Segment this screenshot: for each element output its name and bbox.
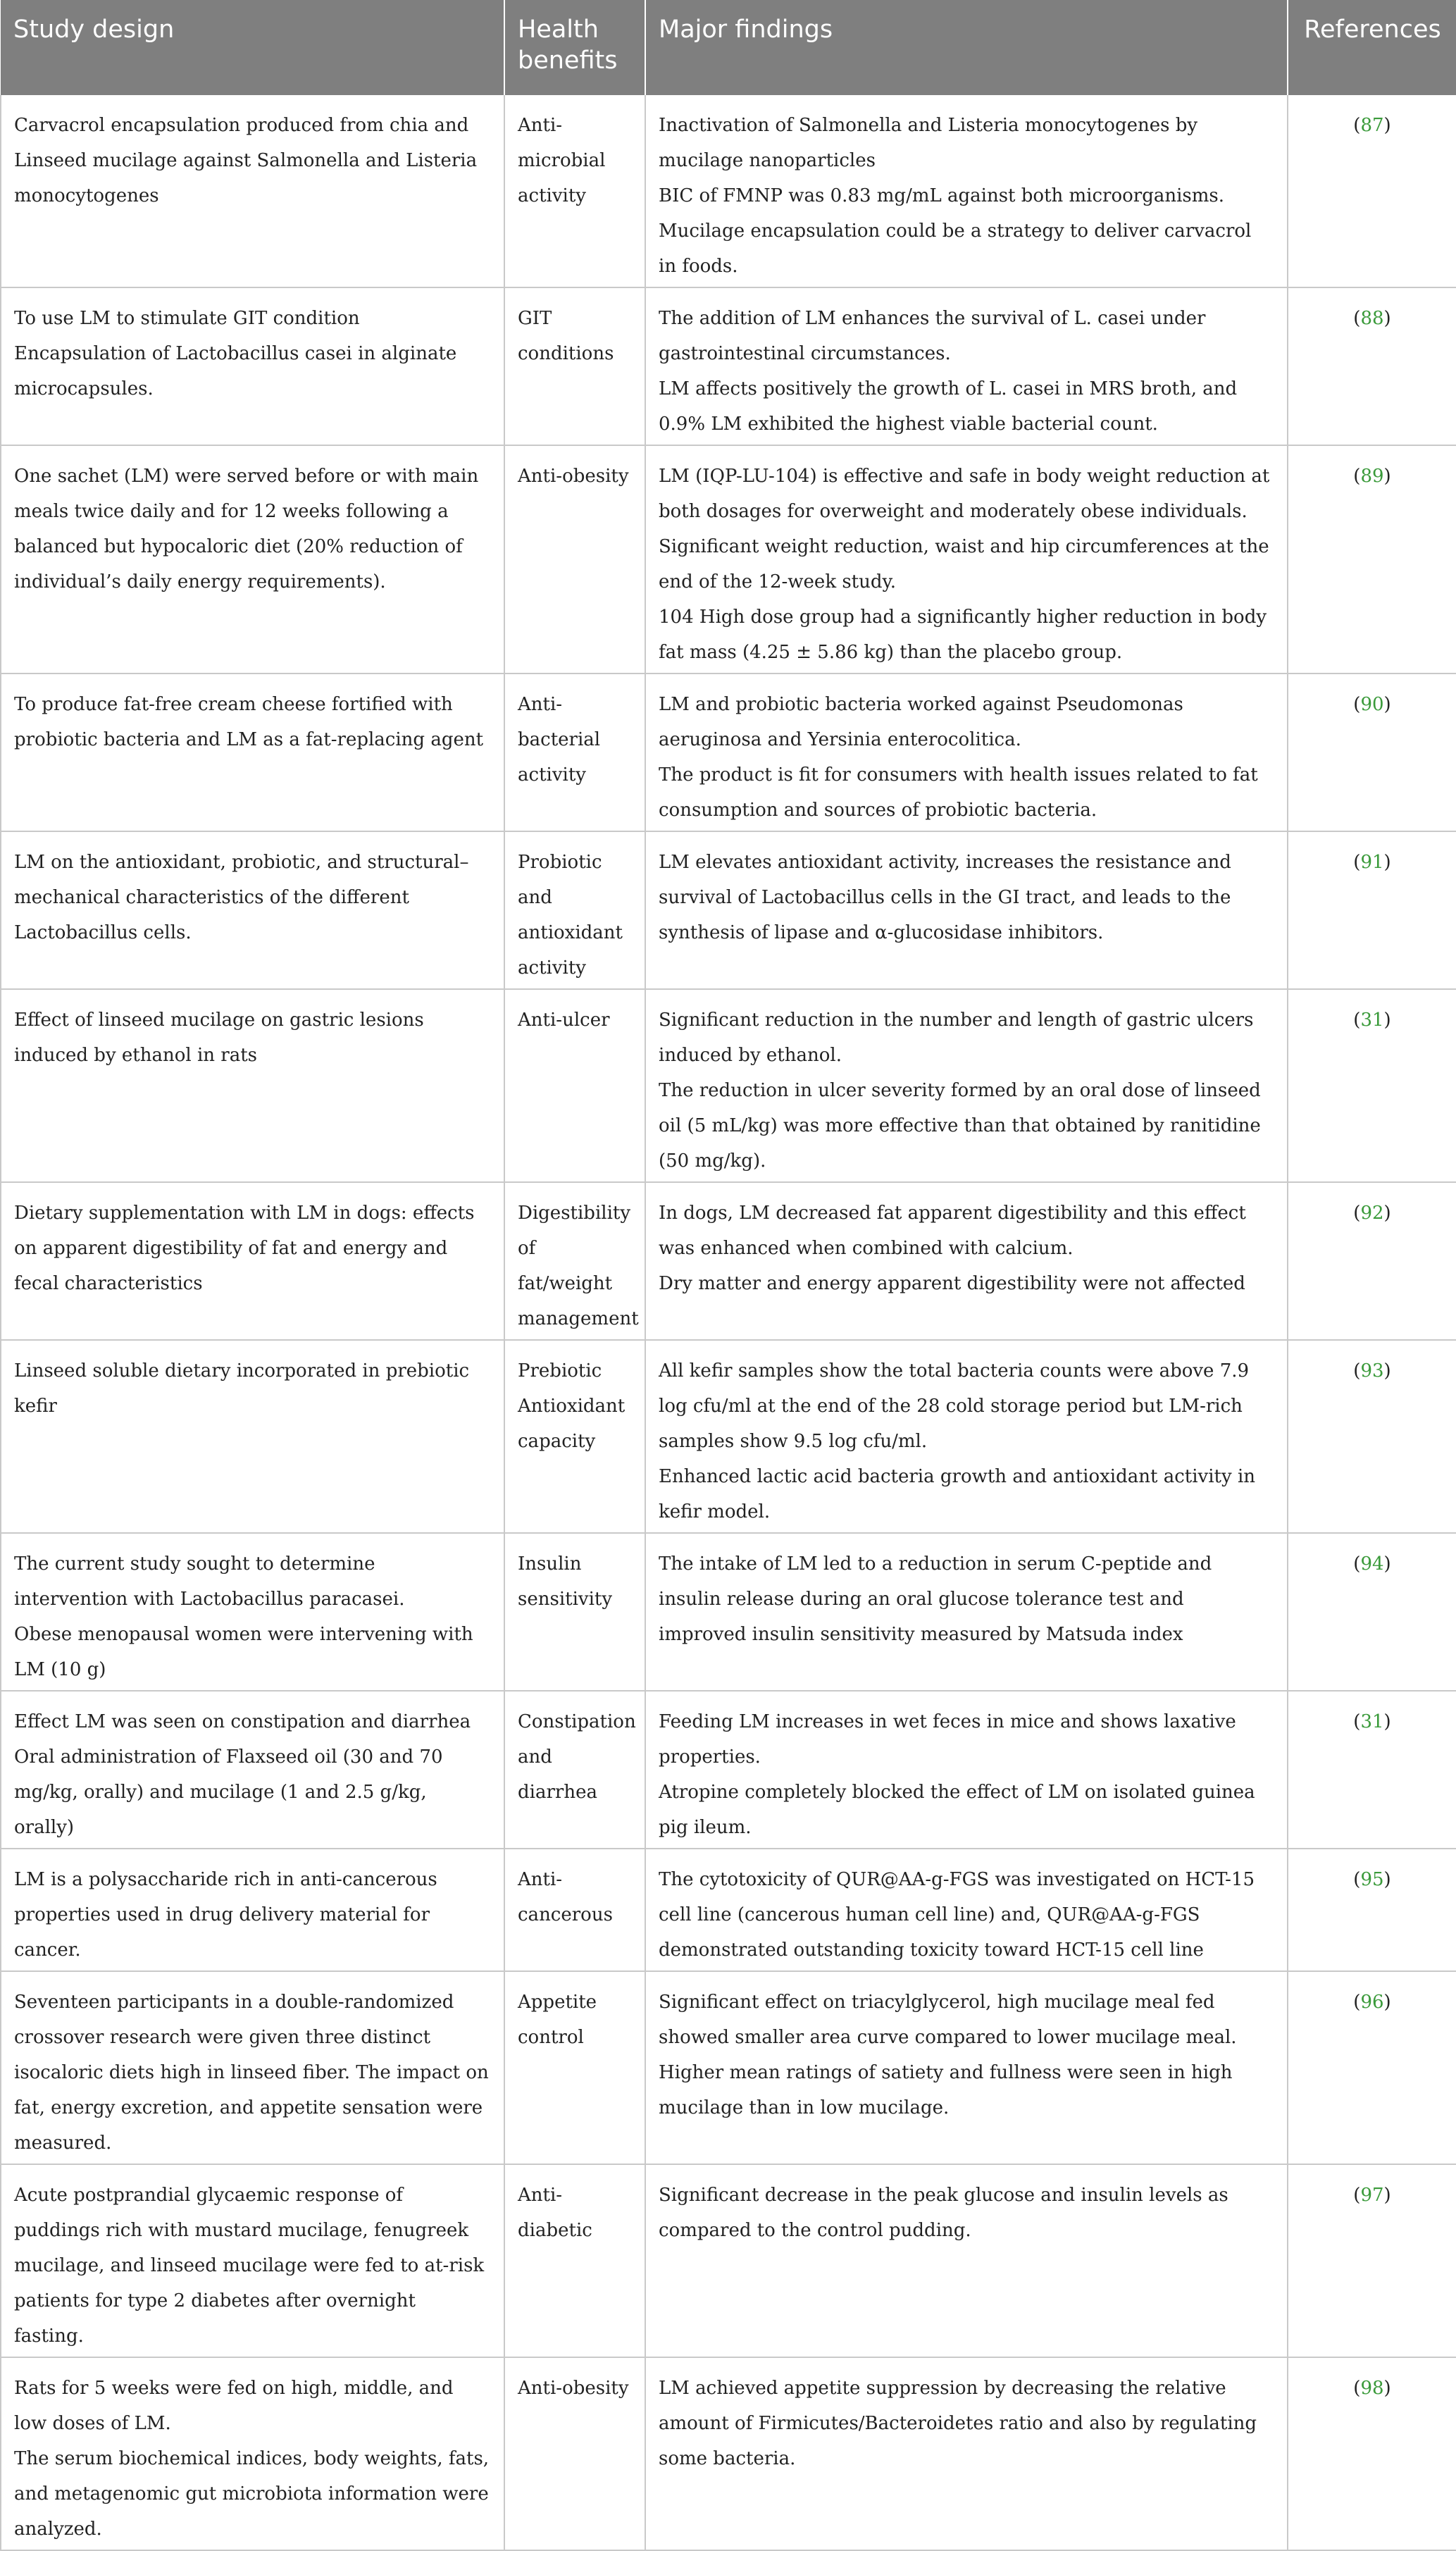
table-row: [1, 2357, 1456, 2550]
reference-link[interactable]: 92: [1360, 1203, 1384, 1224]
reference-cell: (91): [1288, 831, 1456, 989]
health-benefit-cell: Anti-ulcer: [504, 989, 645, 1182]
findings-cell: LM (IQP-LU-104) is effective and safe in body weight reduction at both dosages for overweight and moderately obese individuals. Significant weight reduction, waist and hip circumferences at the end of the 12-week study. 104 High dose group had a significantly higher reduction in body fat mass (4.25 ± 5.86 kg) than the placebo group.: [645, 445, 1288, 674]
header-references: References: [1288, 0, 1456, 95]
study-design-cell: Carvacrol encapsulation produced from chia and Linseed mucilage against Salmonella and Listeria monocytogenes: [1, 95, 504, 287]
reference-link[interactable]: 93: [1360, 1360, 1384, 1382]
header-study-design: Study design: [1, 0, 504, 95]
study-design-cell: Seventeen participants in a double-randomized crossover research were given three distinct isocaloric diets high in linseed fiber. The impact on fat, energy excretion, and appetite sensation were measured.: [1, 1971, 504, 2164]
findings-cell: Feeding LM increases in wet feces in mice and shows laxative properties. Atropine completely blocked the effect of LM on isolated guinea pig ileum.: [645, 1691, 1288, 1849]
header-row: [1, 0, 1456, 95]
reference-link[interactable]: 87: [1360, 115, 1384, 136]
table-row: [1, 989, 1456, 1182]
findings-cell: In dogs, LM decreased fat apparent digestibility and this effect was enhanced when combined with calcium. Dry matter and energy apparent digestibility were not affected: [645, 1182, 1288, 1340]
study-design-cell: Dietary supplementation with LM in dogs: effects on apparent digestibility of fat and energy and fecal characteristics: [1, 1182, 504, 1340]
findings-cell: Significant effect on triacylglycerol, high mucilage meal fed showed smaller area curve compared to lower mucilage meal. Higher mean ratings of satiety and fullness were seen in high mucilage than in low mucilage.: [645, 1971, 1288, 2164]
reference-cell: (92): [1288, 1182, 1456, 1340]
findings-cell: Inactivation of Salmonella and Listeria monocytogenes by mucilage nanoparticles BIC of FMNP was 0.83 mg/mL against both microorganisms. Mucilage encapsulation could be a strategy to deliver carvacrol in foods.: [645, 95, 1288, 287]
findings-cell: LM and probiotic bacteria worked against Pseudomonas aeruginosa and Yersinia enterocolitica. The product is fit for consumers with health issues related to fat consumption and sources of probiotic bacteria.: [645, 674, 1288, 831]
findings-cell: Significant reduction in the number and length of gastric ulcers induced by ethanol. The reduction in ulcer severity formed by an oral dose of linseed oil (5 mL/kg) was more effective than that obtained by ranitidine (50 mg/kg).: [645, 989, 1288, 1182]
study-design-cell: LM on the antioxidant, probiotic, and structural–mechanical characteristics of the different Lactobacillus cells.: [1, 831, 504, 989]
reference-link[interactable]: 97: [1360, 2185, 1384, 2206]
reference-cell: (96): [1288, 1971, 1456, 2164]
study-design-cell: The current study sought to determine intervention with Lactobacillus paracasei. Obese menopausal women were intervening with LM (10 g): [1, 1533, 504, 1691]
reference-cell: (31): [1288, 1691, 1456, 1849]
findings-cell: LM achieved appetite suppression by decreasing the relative amount of Firmicutes/Bacteroidetes ratio and also by regulating some bacteria.: [645, 2357, 1288, 2550]
study-design-cell: Effect of linseed mucilage on gastric lesions induced by ethanol in rats: [1, 989, 504, 1182]
health-benefit-cell: Constipation and diarrhea: [504, 1691, 645, 1849]
table-row: [1, 1971, 1456, 2164]
study-design-cell: To use LM to stimulate GIT condition Encapsulation of Lactobacillus casei in alginate microcapsules.: [1, 287, 504, 445]
reference-cell: (88): [1288, 287, 1456, 445]
health-benefit-cell: Anti-obesity: [504, 445, 645, 674]
study-design-cell: Rats for 5 weeks were fed on high, middle, and low doses of LM. The serum biochemical indices, body weights, fats, and metagenomic gut microbiota information were analyzed.: [1, 2357, 504, 2550]
reference-link[interactable]: 98: [1360, 2378, 1384, 2399]
table-row: [1, 1533, 1456, 1691]
reference-link[interactable]: 91: [1360, 852, 1384, 873]
reference-link[interactable]: 96: [1360, 1992, 1384, 2013]
reference-link[interactable]: 88: [1360, 308, 1384, 329]
health-benefit-cell: Anti-diabetic: [504, 2164, 645, 2357]
reference-cell: (97): [1288, 2164, 1456, 2357]
reference-link[interactable]: 31: [1360, 1010, 1384, 1031]
health-benefit-cell: Appetite control: [504, 1971, 645, 2164]
findings-cell: All kefir samples show the total bacteria counts were above 7.9 log cfu/ml at the end of the 28 cold storage period but LM-rich samples show 9.5 log cfu/ml. Enhanced lactic acid bacteria growth and antioxidant activity in kefir model.: [645, 1340, 1288, 1533]
study-design-cell: To produce fat-free cream cheese fortified with probiotic bacteria and LM as a fat-replacing agent: [1, 674, 504, 831]
reference-cell: (87): [1288, 95, 1456, 287]
health-benefit-cell: Digestibility of fat/weight management: [504, 1182, 645, 1340]
table-row: [1, 445, 1456, 674]
health-benefit-cell: Anti-obesity: [504, 2357, 645, 2550]
table-row: [1, 831, 1456, 989]
health-benefit-cell: Probiotic and antioxidant activity: [504, 831, 645, 989]
health-benefit-cell: Prebiotic Antioxidant capacity: [504, 1340, 645, 1533]
reference-cell: (98): [1288, 2357, 1456, 2550]
table-row: [1, 287, 1456, 445]
findings-cell: The intake of LM led to a reduction in serum C-peptide and insulin release during an oral glucose tolerance test and improved insulin sensitivity measured by Matsuda index: [645, 1533, 1288, 1691]
reference-cell: (89): [1288, 445, 1456, 674]
reference-cell: (31): [1288, 989, 1456, 1182]
table-row: [1, 674, 1456, 831]
table-row: [1, 1691, 1456, 1849]
study-design-cell: Linseed soluble dietary incorporated in prebiotic kefir: [1, 1340, 504, 1533]
table-row: [1, 1182, 1456, 1340]
reference-cell: (93): [1288, 1340, 1456, 1533]
study-design-cell: Acute postprandial glycaemic response of puddings rich with mustard mucilage, fenugreek mucilage, and linseed mucilage were fed to at-risk patients for type 2 diabetes after overnight fasting.: [1, 2164, 504, 2357]
reference-link[interactable]: 95: [1360, 1869, 1384, 1890]
reference-link[interactable]: 94: [1360, 1553, 1384, 1575]
table-row: [1, 95, 1456, 287]
reference-link[interactable]: 31: [1360, 1711, 1384, 1732]
findings-cell: The cytotoxicity of QUR@AA-g-FGS was investigated on HCT-15 cell line (cancerous human cell line) and, QUR@AA-g-FGS demonstrated outstanding toxicity toward HCT-15 cell line: [645, 1849, 1288, 1971]
reference-link[interactable]: 90: [1360, 694, 1384, 715]
table-row: [1, 2164, 1456, 2357]
health-benefit-cell: Anti-bacterial activity: [504, 674, 645, 831]
findings-cell: Significant decrease in the peak glucose and insulin levels as compared to the control pudding.: [645, 2164, 1288, 2357]
findings-cell: The addition of LM enhances the survival of L. casei under gastrointestinal circumstances. LM affects positively the growth of L. casei in MRS broth, and 0.9% LM exhibited the highest viable bacterial count.: [645, 287, 1288, 445]
reference-cell: (94): [1288, 1533, 1456, 1691]
study-design-cell: One sachet (LM) were served before or with main meals twice daily and for 12 weeks following a balanced but hypocaloric diet (20% reduction of individual’s daily energy requirements).: [1, 445, 504, 674]
study-design-cell: Effect LM was seen on constipation and diarrhea Oral administration of Flaxseed oil (30 and 70 mg/kg, orally) and mucilage (1 and 2.5 g/kg, orally): [1, 1691, 504, 1849]
header-health-benefits: Health benefits: [504, 0, 645, 95]
health-benefit-cell: GIT conditions: [504, 287, 645, 445]
findings-cell: LM elevates antioxidant activity, increases the resistance and survival of Lactobacillus cells in the GI tract, and leads to the synthesis of lipase and α-glucosidase inhibitors.: [645, 831, 1288, 989]
health-benefit-cell: Anti-cancerous: [504, 1849, 645, 1971]
reference-cell: (95): [1288, 1849, 1456, 1971]
study-design-cell: LM is a polysaccharide rich in anti-cancerous properties used in drug delivery material for cancer.: [1, 1849, 504, 1971]
header-major-findings: Major findings: [645, 0, 1288, 95]
table-row: [1, 1849, 1456, 1971]
reference-cell: (90): [1288, 674, 1456, 831]
health-benefit-cell: Insulin sensitivity: [504, 1533, 645, 1691]
health-benefit-cell: Anti-microbial activity: [504, 95, 645, 287]
reference-link[interactable]: 89: [1360, 466, 1384, 487]
table-row: [1, 1340, 1456, 1533]
